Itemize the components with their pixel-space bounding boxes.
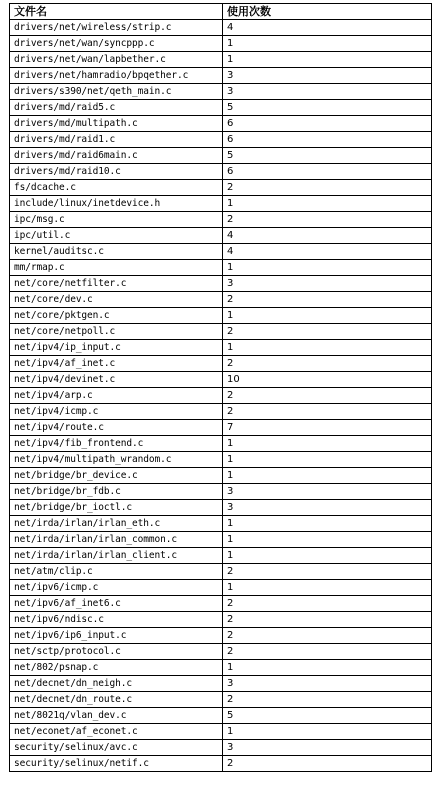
table-row (10, 692, 432, 708)
file-name-cell: drivers/md/raid1.c (10, 132, 223, 148)
usage-count-cell: 2 (223, 292, 432, 308)
file-name-cell: net/ipv4/af_inet.c (10, 356, 223, 372)
file-name-cell: security/selinux/netif.c (10, 756, 223, 772)
usage-count-cell: 2 (223, 644, 432, 660)
usage-count-cell: 1 (223, 468, 432, 484)
file-name-cell: ipc/util.c (10, 228, 223, 244)
usage-count-cell: 6 (223, 132, 432, 148)
file-name-cell: drivers/net/hamradio/bpqether.c (10, 68, 223, 84)
table-row (10, 580, 432, 596)
file-name-cell: net/ipv4/arp.c (10, 388, 223, 404)
usage-count-cell: 3 (223, 676, 432, 692)
table-row (10, 356, 432, 372)
table-row (10, 84, 432, 100)
table-row (10, 260, 432, 276)
usage-count-cell: 2 (223, 388, 432, 404)
file-name-cell: net/core/netfilter.c (10, 276, 223, 292)
usage-count-cell: 3 (223, 84, 432, 100)
file-name-cell: net/decnet/dn_route.c (10, 692, 223, 708)
table-row (10, 516, 432, 532)
usage-count-cell: 1 (223, 36, 432, 52)
table-row (10, 324, 432, 340)
usage-count-cell: 3 (223, 68, 432, 84)
file-name-cell: net/core/netpoll.c (10, 324, 223, 340)
table-row (10, 116, 432, 132)
file-name-cell: drivers/net/wan/syncppp.c (10, 36, 223, 52)
file-name-cell: net/ipv6/ip6_input.c (10, 628, 223, 644)
table-row (10, 276, 432, 292)
table-row (10, 340, 432, 356)
file-name-cell: mm/rmap.c (10, 260, 223, 276)
file-name-cell: net/core/dev.c (10, 292, 223, 308)
usage-count-cell: 3 (223, 740, 432, 756)
table-row (10, 740, 432, 756)
file-name-cell: fs/dcache.c (10, 180, 223, 196)
usage-count-cell: 1 (223, 724, 432, 740)
usage-count-cell: 1 (223, 580, 432, 596)
table-row (10, 292, 432, 308)
table-row (10, 628, 432, 644)
usage-count-cell: 2 (223, 404, 432, 420)
file-name-cell: net/core/pktgen.c (10, 308, 223, 324)
file-name-cell: net/ipv4/icmp.c (10, 404, 223, 420)
table-row (10, 500, 432, 516)
file-name-cell: net/econet/af_econet.c (10, 724, 223, 740)
header-usage-count: 使用次数 (223, 4, 432, 20)
table-row (10, 212, 432, 228)
table-row (10, 36, 432, 52)
table-row (10, 196, 432, 212)
usage-count-cell: 2 (223, 628, 432, 644)
file-name-cell: drivers/md/raid10.c (10, 164, 223, 180)
file-name-cell: drivers/md/raid5.c (10, 100, 223, 116)
file-name-cell: net/decnet/dn_neigh.c (10, 676, 223, 692)
table-row (10, 404, 432, 420)
usage-count-cell: 5 (223, 708, 432, 724)
file-name-cell: net/ipv4/route.c (10, 420, 223, 436)
table-row (10, 164, 432, 180)
table-row (10, 20, 432, 36)
file-name-cell: net/irda/irlan/irlan_common.c (10, 532, 223, 548)
usage-count-cell: 2 (223, 756, 432, 772)
usage-table (9, 3, 432, 772)
usage-count-cell: 1 (223, 260, 432, 276)
file-name-cell: net/bridge/br_fdb.c (10, 484, 223, 500)
table-row (10, 52, 432, 68)
usage-count-cell: 6 (223, 116, 432, 132)
file-name-cell: net/ipv4/devinet.c (10, 372, 223, 388)
usage-count-cell: 4 (223, 228, 432, 244)
usage-count-cell: 2 (223, 356, 432, 372)
file-name-cell: drivers/md/raid6main.c (10, 148, 223, 164)
usage-count-cell: 7 (223, 420, 432, 436)
table-row (10, 484, 432, 500)
usage-count-cell: 1 (223, 452, 432, 468)
usage-count-cell: 1 (223, 196, 432, 212)
file-name-cell: net/irda/irlan/irlan_eth.c (10, 516, 223, 532)
file-name-cell: net/ipv4/ip_input.c (10, 340, 223, 356)
table-row (10, 180, 432, 196)
file-name-cell: drivers/s390/net/qeth_main.c (10, 84, 223, 100)
usage-count-cell: 10 (223, 372, 432, 388)
usage-count-cell: 1 (223, 436, 432, 452)
file-name-cell: kernel/auditsc.c (10, 244, 223, 260)
table-row (10, 756, 432, 772)
table-row (10, 564, 432, 580)
table-row (10, 388, 432, 404)
table-row (10, 548, 432, 564)
file-name-cell: net/irda/irlan/irlan_client.c (10, 548, 223, 564)
table-row (10, 308, 432, 324)
table-row (10, 532, 432, 548)
usage-count-cell: 2 (223, 692, 432, 708)
usage-count-cell: 2 (223, 212, 432, 228)
usage-count-cell: 5 (223, 100, 432, 116)
table-row (10, 372, 432, 388)
file-name-cell: net/ipv4/fib_frontend.c (10, 436, 223, 452)
usage-count-cell: 1 (223, 532, 432, 548)
file-name-cell: net/802/psnap.c (10, 660, 223, 676)
table-row (10, 68, 432, 84)
file-name-cell: net/8021q/vlan_dev.c (10, 708, 223, 724)
usage-count-cell: 4 (223, 244, 432, 260)
usage-count-cell: 2 (223, 564, 432, 580)
usage-count-cell: 4 (223, 20, 432, 36)
usage-count-cell: 1 (223, 340, 432, 356)
file-name-cell: net/bridge/br_ioctl.c (10, 500, 223, 516)
usage-count-cell: 2 (223, 324, 432, 340)
table-row (10, 612, 432, 628)
table-row (10, 148, 432, 164)
usage-count-cell: 1 (223, 660, 432, 676)
table-row (10, 100, 432, 116)
table-row (10, 708, 432, 724)
table-row (10, 724, 432, 740)
file-name-cell: net/ipv6/af_inet6.c (10, 596, 223, 612)
usage-count-cell: 2 (223, 612, 432, 628)
file-name-cell: net/bridge/br_device.c (10, 468, 223, 484)
file-name-cell: net/ipv4/multipath_wrandom.c (10, 452, 223, 468)
usage-count-cell: 5 (223, 148, 432, 164)
file-name-cell: net/atm/clip.c (10, 564, 223, 580)
table-row (10, 660, 432, 676)
table-row (10, 420, 432, 436)
usage-count-cell: 1 (223, 516, 432, 532)
usage-count-cell: 1 (223, 548, 432, 564)
usage-count-cell: 3 (223, 500, 432, 516)
table-body (10, 20, 432, 772)
file-name-cell: security/selinux/avc.c (10, 740, 223, 756)
file-name-cell: net/ipv6/ndisc.c (10, 612, 223, 628)
usage-count-cell: 6 (223, 164, 432, 180)
table-row (10, 676, 432, 692)
file-name-cell: drivers/md/multipath.c (10, 116, 223, 132)
table-row (10, 228, 432, 244)
usage-count-cell: 3 (223, 484, 432, 500)
usage-count-cell: 2 (223, 180, 432, 196)
file-name-cell: drivers/net/wireless/strip.c (10, 20, 223, 36)
table-row (10, 132, 432, 148)
file-name-cell: drivers/net/wan/lapbether.c (10, 52, 223, 68)
file-name-cell: net/ipv6/icmp.c (10, 580, 223, 596)
file-name-cell: net/sctp/protocol.c (10, 644, 223, 660)
usage-count-cell: 2 (223, 596, 432, 612)
header-file-name: 文件名 (10, 4, 223, 20)
table-row (10, 436, 432, 452)
table-row (10, 596, 432, 612)
file-name-cell: include/linux/inetdevice.h (10, 196, 223, 212)
header-row (10, 4, 432, 20)
usage-count-cell: 3 (223, 276, 432, 292)
usage-count-cell: 1 (223, 52, 432, 68)
table-row (10, 452, 432, 468)
usage-count-cell: 1 (223, 308, 432, 324)
file-name-cell: ipc/msg.c (10, 212, 223, 228)
table-row (10, 468, 432, 484)
table-row (10, 644, 432, 660)
table-row (10, 244, 432, 260)
